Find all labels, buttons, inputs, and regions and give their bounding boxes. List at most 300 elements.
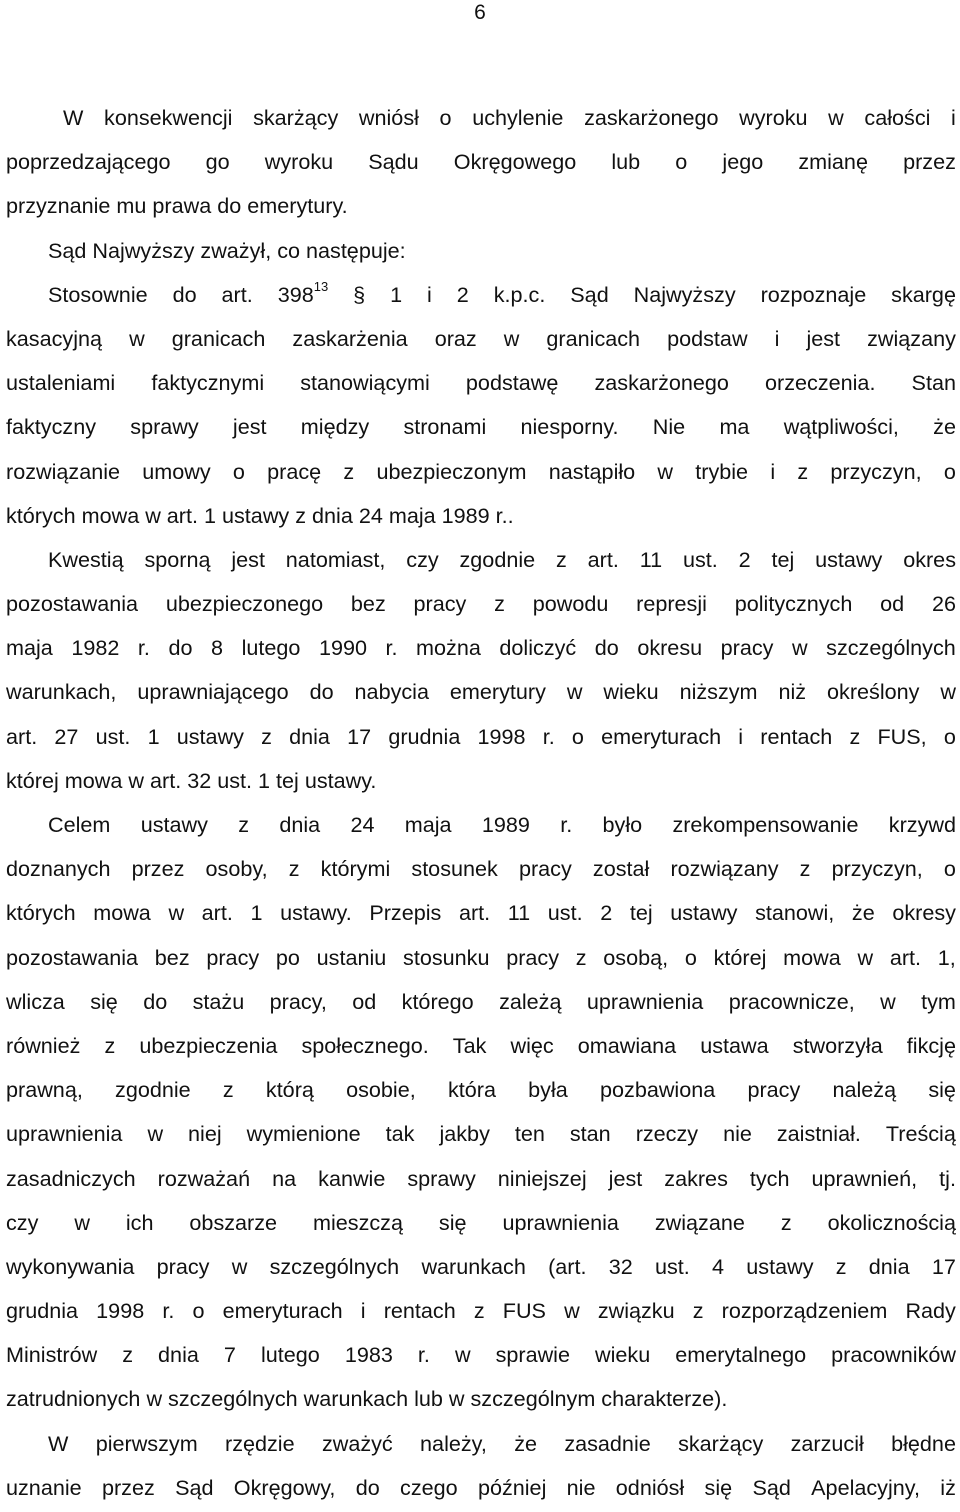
text-line — [6, 803, 956, 847]
text-word: w — [657, 458, 674, 484]
text-word: którymi — [320, 856, 391, 882]
text-word: których — [6, 900, 76, 926]
text-line — [6, 450, 956, 494]
text-word: w — [74, 1209, 90, 1235]
text-word: sprawy — [130, 414, 199, 440]
text-word: niż — [778, 679, 807, 705]
text-word: Stan — [911, 370, 956, 396]
text-word: okolicznością — [827, 1209, 956, 1235]
text-word: 2 — [600, 900, 613, 926]
text-word: rozpoznaje — [760, 281, 867, 307]
text-word: stażu — [192, 988, 245, 1014]
text-word: z — [238, 812, 250, 837]
text-word: ustawa — [700, 1032, 769, 1058]
text-word: iż — [940, 1474, 956, 1500]
text-word: 17 — [931, 1253, 956, 1279]
text-word: się — [928, 1077, 956, 1103]
text-word: i — [360, 1298, 366, 1324]
text-word: osobą, — [603, 944, 669, 970]
text-word: przez — [101, 1474, 155, 1500]
text-word: czy — [6, 1209, 39, 1235]
text-word: go — [205, 149, 230, 175]
text-word: Przepis — [369, 900, 442, 926]
text-word: skarżący — [678, 1430, 764, 1456]
text-word: do — [143, 988, 168, 1014]
text-word: Sąd — [570, 281, 609, 307]
text-word: z — [799, 856, 811, 882]
text-word: rozwiązany — [670, 856, 779, 882]
text-word: doliczyć — [499, 635, 577, 661]
text-word: z — [104, 1032, 116, 1058]
text-word: społecznego. — [301, 1032, 429, 1058]
text-word: i — [738, 723, 744, 749]
text-word: dnia — [158, 1342, 199, 1368]
text-word: Najwyższy — [633, 281, 736, 307]
text-word: pozbawiona — [600, 1077, 716, 1103]
text-word: zasadnie — [564, 1430, 651, 1456]
text-word: wykonywania — [6, 1253, 135, 1279]
text-word: o — [571, 723, 584, 749]
text-word: odniósł — [615, 1474, 685, 1500]
text-word: z — [288, 856, 300, 882]
text-word: również — [6, 1032, 81, 1058]
text-word: k.p.c. — [493, 281, 546, 307]
text-word: warunkach, — [6, 679, 117, 705]
text-word: przyczyn, — [831, 856, 923, 882]
text-word: przez — [903, 149, 956, 175]
text-word: między — [300, 414, 370, 440]
text-word: osoby, — [205, 856, 268, 882]
text-word: o — [232, 458, 245, 484]
text-word: podstaw — [667, 325, 748, 351]
text-word: więc — [510, 1032, 554, 1058]
text-word: ubezpieczonym — [376, 458, 527, 484]
text-word: w — [792, 635, 808, 661]
text-word: 1983 — [344, 1342, 393, 1368]
text-word: o — [943, 856, 956, 882]
text-word: § — [353, 281, 366, 307]
text-word: oraz — [434, 325, 477, 351]
text-word: pracy — [747, 1077, 801, 1103]
text-word: pierwszym — [95, 1430, 198, 1456]
text-word: 11 — [639, 546, 663, 572]
text-word: emeryturach — [601, 723, 722, 749]
text-word: do — [594, 635, 619, 661]
text-line — [6, 1245, 956, 1289]
text-word: zaskarżenia — [292, 325, 408, 351]
text-word: wyroku — [739, 105, 808, 130]
text-word: było — [602, 812, 643, 837]
text-word: dnia — [868, 1253, 910, 1279]
text-word: o — [439, 105, 452, 130]
text-word: 4 — [712, 1253, 725, 1279]
text-word: 1 — [250, 900, 263, 926]
text-word: jego — [722, 149, 764, 175]
text-word: omawiana — [577, 1032, 677, 1058]
text-line — [6, 582, 956, 626]
text-word: r. — [137, 635, 150, 661]
text-word: rentach — [383, 1298, 456, 1324]
text-word: stronami — [403, 414, 487, 440]
text-word: Sąd — [752, 1474, 791, 1500]
text-word: się — [704, 1474, 733, 1500]
text-word: z — [835, 1253, 847, 1279]
text-line — [6, 273, 956, 317]
text-word: 2 — [456, 281, 469, 307]
text-word: r. — [560, 812, 573, 837]
text-word: że — [851, 900, 875, 926]
text-word: w — [129, 325, 145, 351]
text-word: granicach — [546, 325, 641, 351]
text-word: z — [473, 1298, 485, 1324]
text-word: w — [857, 944, 874, 970]
text-word: art. — [6, 723, 38, 749]
text-word: uprawnienia — [502, 1209, 619, 1235]
text-word: zasadniczych — [6, 1165, 136, 1191]
text-word: mowa — [783, 944, 841, 970]
text-word: jest — [806, 325, 841, 351]
text-word: zmianę — [798, 149, 868, 175]
text-word: art. — [221, 281, 253, 307]
text-word: do — [172, 281, 197, 307]
text-word: szczególnych — [826, 635, 956, 661]
text-word: pracy — [156, 1253, 210, 1279]
text-line — [6, 1024, 956, 1068]
text-word: represji — [636, 591, 707, 617]
text-word: była — [528, 1077, 568, 1103]
text-word: dnia — [289, 723, 330, 749]
text-word: rzędzie — [225, 1430, 295, 1456]
text-word: zaskarżonego — [594, 370, 729, 396]
text-word: z — [849, 723, 861, 749]
text-line — [6, 980, 956, 1024]
text-word: Rady — [905, 1298, 956, 1324]
text-word: 17 — [347, 723, 372, 749]
text-word: jest — [231, 546, 265, 572]
text-word: nastąpiło — [548, 458, 636, 484]
text-word: ustawy — [140, 812, 208, 837]
text-line: której mowa w art. 32 ust. 1 tej ustawy. — [6, 767, 377, 793]
text-word: uprawnienia — [586, 988, 704, 1014]
text-word: się — [438, 1209, 467, 1235]
text-word: zrekompensowanie — [672, 812, 859, 837]
text-word: sprawy — [407, 1165, 476, 1191]
text-line — [6, 317, 956, 361]
text-word: ustawy. — [280, 900, 352, 926]
text-word: krzywd — [888, 812, 956, 837]
text-word: osobie, — [346, 1077, 416, 1103]
text-word: 1998 — [477, 723, 526, 749]
text-word: tym — [921, 988, 956, 1014]
text-word: pozostawania — [6, 944, 139, 970]
text-word: z — [575, 944, 587, 970]
text-word: ustaniu — [316, 944, 387, 970]
text-word: z — [797, 458, 809, 484]
text-word: należą — [832, 1077, 897, 1103]
text-word: uchylenie — [472, 105, 564, 130]
text-word: określony — [827, 679, 920, 705]
text-word: kanwie — [318, 1165, 386, 1191]
text-word: Ministrów — [6, 1342, 98, 1368]
text-word: Stosownie — [48, 281, 148, 307]
text-word: w — [564, 1298, 580, 1324]
text-word: granicach — [171, 325, 266, 351]
text-line: przyznanie mu prawa do emerytury. — [6, 193, 348, 219]
text-word: lub — [611, 149, 641, 175]
text-word: podstawę — [465, 370, 559, 396]
text-word: z — [780, 1209, 792, 1235]
text-word: pracy, — [269, 988, 327, 1014]
text-line — [6, 1333, 956, 1377]
text-word: niższym — [679, 679, 758, 705]
text-word: Sądu — [368, 149, 419, 175]
text-word: 1982 — [71, 635, 120, 661]
text-word: faktycznymi — [151, 370, 265, 396]
text-word: Apelacyjny, — [811, 1474, 920, 1500]
text-word: o — [943, 723, 956, 749]
text-word: z — [261, 723, 272, 749]
text-word: rozporządzeniem — [721, 1298, 888, 1324]
text-line — [6, 1068, 956, 1112]
text-word: 1989 — [481, 812, 530, 837]
text-word: nabycia — [354, 679, 429, 705]
text-line — [6, 405, 956, 449]
text-word: z — [494, 591, 505, 617]
text-line — [6, 1112, 956, 1156]
text-word: ust. — [655, 1253, 690, 1279]
text-word: o — [684, 944, 697, 970]
text-word: 1990 — [318, 635, 367, 661]
text-word: pracownicze, — [728, 988, 855, 1014]
text-word: należy, — [420, 1430, 487, 1456]
text-word: ich — [125, 1209, 154, 1235]
text-word: 24 — [350, 812, 375, 837]
text-word: (art. — [548, 1253, 587, 1279]
text-word: do — [309, 679, 334, 705]
text-line — [6, 1157, 956, 1201]
text-word: o — [675, 149, 688, 175]
text-word: szczególnych — [269, 1253, 400, 1279]
text-word: mowa — [93, 900, 151, 926]
text-word: całości — [864, 105, 931, 130]
text-word: w — [880, 988, 896, 1014]
text-word: wieku — [603, 679, 659, 705]
text-word: 2 — [738, 546, 751, 572]
text-word: sporną — [144, 546, 211, 572]
text-word: W — [63, 105, 84, 130]
text-word: Sąd — [175, 1474, 214, 1500]
text-word: tej — [771, 546, 795, 572]
text-word: 1 — [147, 723, 160, 749]
text-word: prawną, — [6, 1077, 83, 1103]
text-word: ust. — [547, 900, 583, 926]
text-word: ustawy — [746, 1253, 814, 1279]
text-word: okres — [903, 546, 956, 572]
text-word: zgodnie — [115, 1077, 191, 1103]
text-word: pracy — [506, 944, 560, 970]
text-word: po — [275, 944, 300, 970]
text-word: emerytalnego — [675, 1342, 807, 1368]
text-word: dnia — [279, 812, 321, 837]
text-word: rozwiązanie — [6, 458, 121, 484]
text-word: $398^{13}$ — [277, 278, 329, 307]
text-word: skarżący — [253, 105, 339, 130]
text-word: jest — [232, 414, 267, 440]
text-word: okresy — [892, 900, 956, 926]
text-word: okresu — [637, 635, 703, 661]
text-word: 11 — [507, 900, 531, 926]
text-line: Sąd Najwyższy zważył, co następuje: — [48, 237, 406, 263]
text-word: pracę — [267, 458, 322, 484]
text-word: emerytury — [449, 679, 546, 705]
text-line — [6, 361, 956, 405]
page-number: 6 — [474, 1, 486, 24]
text-line — [6, 1422, 956, 1466]
text-word: z — [343, 458, 355, 484]
text-word: Treścią — [885, 1121, 956, 1147]
text-word: grudnia — [388, 723, 461, 749]
text-word: można — [416, 635, 481, 661]
text-word: i — [951, 105, 956, 130]
text-word: rzeczy — [635, 1121, 699, 1147]
text-word: maja — [6, 635, 53, 661]
text-line — [6, 1289, 956, 1333]
text-line — [6, 891, 956, 935]
text-line: zatrudnionych w szczególnych warunkach lub w szczególnym charakterze). — [6, 1386, 728, 1412]
text-line: których mowa w art. 1 ustawy z dnia 24 maja 1989 r.. — [6, 502, 514, 528]
text-word: stosunku — [403, 944, 490, 970]
text-word: która — [447, 1077, 496, 1103]
text-word: tj. — [939, 1165, 956, 1191]
text-word: nie — [723, 1121, 752, 1147]
text-word: pracy — [413, 591, 467, 617]
text-word: ubezpieczonego — [165, 591, 324, 617]
text-word: ustawy — [176, 723, 244, 749]
text-line — [6, 670, 956, 714]
text-word: z — [222, 1077, 234, 1103]
text-word: zależą — [499, 988, 562, 1014]
text-word: którego — [401, 988, 474, 1014]
text-word: ubezpieczenia — [139, 1032, 278, 1058]
text-word: lutego — [260, 1342, 320, 1368]
text-word: art. — [587, 546, 619, 572]
text-word: politycznych — [734, 591, 853, 617]
text-word: Okręgowy, — [233, 1474, 336, 1500]
text-word: 1998 — [96, 1298, 145, 1324]
text-word: ten — [514, 1121, 545, 1147]
text-word: wątpliwości, — [783, 414, 899, 440]
text-word: doznanych — [6, 856, 111, 882]
text-word: pracy — [720, 635, 774, 661]
text-word: stanowiącymi — [300, 370, 430, 396]
text-word: maja — [404, 812, 452, 837]
text-word: niniejszej — [497, 1165, 587, 1191]
text-word: od — [880, 591, 905, 617]
text-word: pracy — [206, 944, 260, 970]
text-word: konsekwencji — [104, 105, 233, 130]
text-word: poprzedzającego — [6, 149, 171, 175]
text-word: z — [556, 546, 567, 572]
text-word: w — [168, 900, 185, 926]
text-word: 27 — [54, 723, 79, 749]
text-word: zaistniał. — [776, 1121, 861, 1147]
text-word: wymienione — [246, 1121, 361, 1147]
text-word: został — [592, 856, 650, 882]
text-word: o — [192, 1298, 205, 1324]
text-word: W — [48, 1430, 69, 1456]
text-word: Okręgowego — [453, 149, 577, 175]
text-word: orzeczenia. — [765, 370, 876, 396]
text-word: i — [774, 325, 780, 351]
text-word: 1, — [937, 944, 956, 970]
text-word: przez — [131, 856, 185, 882]
text-word: i — [770, 458, 776, 484]
text-word: związany — [867, 325, 956, 351]
text-word: w — [454, 1342, 471, 1368]
text-word: jakby — [439, 1121, 490, 1147]
document-body — [6, 96, 956, 1510]
text-word: grudnia — [6, 1298, 79, 1324]
text-word: 26 — [931, 591, 956, 617]
text-word: lutego — [241, 635, 301, 661]
text-word: stanowi, — [755, 900, 835, 926]
text-word: emeryturach — [222, 1298, 343, 1324]
text-word: uprawnień, — [811, 1165, 918, 1191]
text-word: rozważań — [157, 1165, 251, 1191]
text-word: później — [477, 1474, 547, 1500]
text-word: umowy — [142, 458, 211, 484]
text-word: sprawie — [495, 1342, 570, 1368]
text-word: z — [692, 1298, 704, 1324]
text-word: 7 — [223, 1342, 236, 1368]
text-word: r. — [162, 1298, 175, 1324]
text-word: czy — [406, 546, 439, 572]
text-word: w — [231, 1253, 248, 1279]
text-word: faktyczny — [6, 414, 97, 440]
superscript: 13 — [313, 278, 329, 294]
text-word: pozostawania — [6, 591, 139, 617]
text-word: stosunek — [411, 856, 498, 882]
text-word: r. — [542, 723, 555, 749]
text-word: FUS — [502, 1298, 546, 1324]
text-word: wieku — [595, 1342, 651, 1368]
text-word: r. — [417, 1342, 430, 1368]
text-word: że — [514, 1430, 537, 1456]
text-word: jest — [608, 1165, 643, 1191]
text-word: Tak — [452, 1032, 487, 1058]
text-word: zważyć — [321, 1430, 393, 1456]
text-line — [6, 626, 956, 670]
text-word: którą — [265, 1077, 314, 1103]
text-word: trybie — [695, 458, 749, 484]
text-word: zakres — [664, 1165, 728, 1191]
text-word: Celem — [48, 812, 111, 837]
text-word: skargę — [891, 281, 956, 307]
text-word: Nie — [652, 414, 686, 440]
text-word: tych — [749, 1165, 790, 1191]
text-word: niej — [188, 1121, 222, 1147]
text-word: zarzucił — [790, 1430, 864, 1456]
text-word: art. — [201, 900, 233, 926]
text-word: natomiast, — [285, 546, 386, 572]
text-word: uprawnienia — [6, 1121, 123, 1147]
text-word: w — [566, 679, 583, 705]
text-word: czego — [400, 1474, 458, 1500]
text-word: że — [933, 414, 956, 440]
text-word: stan — [569, 1121, 611, 1147]
text-word: Kwestią — [48, 546, 124, 572]
text-word: na — [272, 1165, 297, 1191]
